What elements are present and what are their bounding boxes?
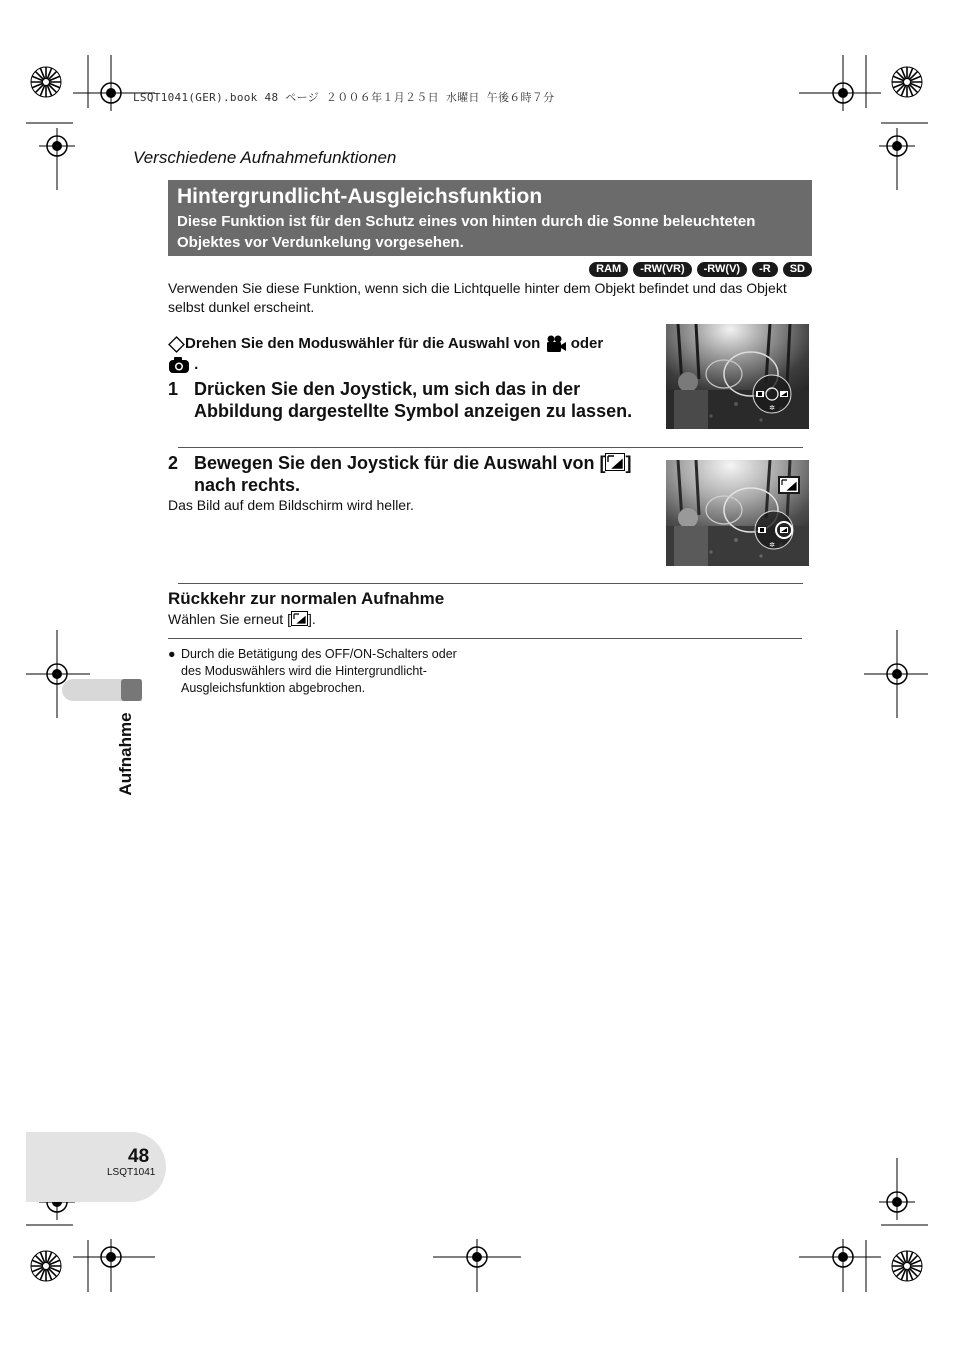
print-header: LSQT1041(GER).book 48 ページ ２００６年１月２５日 水曜日 午後６時７分 [133,91,555,104]
section-title: Verschiedene Aufnahmefunktionen [133,148,397,167]
divider [168,638,802,639]
divider [178,447,803,448]
video-camera-icon [545,335,567,353]
chapter-tab-marker [121,679,142,701]
media-badge: RAM [589,262,628,277]
step-0 [168,333,658,375]
step-0-text-b: oder [570,335,604,352]
step-1-number: 1 [168,379,179,399]
step-0-text-c: . [194,356,199,373]
title-banner [168,180,812,256]
backlight-compensation-icon [291,611,308,626]
media-badges [589,262,812,277]
screen-illustration-1 [666,324,809,429]
step-1-text: Drücken Sie den Joystick, um sich das in der Abbildung dargestellte Symbol anzeigen zu lassen. [194,379,633,421]
step-2 [168,452,658,500]
step-2-text-b: ] nach rechts. [194,453,632,495]
media-badge: -RW(V) [697,262,747,277]
return-text [168,610,316,628]
backlight-compensation-icon [605,453,625,471]
diamond-icon [168,336,185,353]
page-number: 48 [128,1146,150,1167]
svg-text:✲: ✲ [769,541,775,549]
document-code: LSQT1041 [107,1167,156,1178]
still-camera-icon [168,356,190,374]
svg-text:✲: ✲ [769,404,775,412]
return-heading: Rückkehr zur normalen Aufnahme [168,589,445,608]
media-badge: -RW(VR) [633,262,691,277]
bullet-note [168,646,473,697]
page-subtitle: Diese Funktion ist für den Schutz eines von hinten durch die Sonne beleuchteten Objektes vor Verdunkelung vorgesehen. [177,213,756,251]
chapter-label: Aufnahme [116,712,135,796]
return-text-a: Wählen Sie erneut [ [168,611,291,627]
return-text-b: ]. [307,611,316,627]
divider [178,583,803,584]
step-2-number: 2 [168,453,179,473]
step-0-text-a: Drehen Sie den Moduswähler für die Auswahl von [185,335,541,352]
step-1 [168,378,658,426]
bullet-icon: ● [168,647,176,661]
media-badge: -R [752,262,778,277]
step-2-note: Das Bild auf dem Bildschirm wird heller. [168,497,414,513]
bullet-note-text: Durch die Betätigung des OFF/ON-Schalters oder des Moduswählers wird die Hintergrundlicht-Ausgleichsfunktion abgebrochen. [181,647,457,695]
page-title: Hintergrundlicht-Ausgleichsfunktion [177,185,543,208]
intro-text: Verwenden Sie diese Funktion, wenn sich die Lichtquelle hinter dem Objekt befindet und das Objekt selbst dunkel erscheint. [168,280,787,315]
step-2-text-a: Bewegen Sie den Joystick für die Auswahl von [ [194,453,606,473]
screen-illustration-2 [666,460,809,566]
media-badge: SD [783,262,812,277]
